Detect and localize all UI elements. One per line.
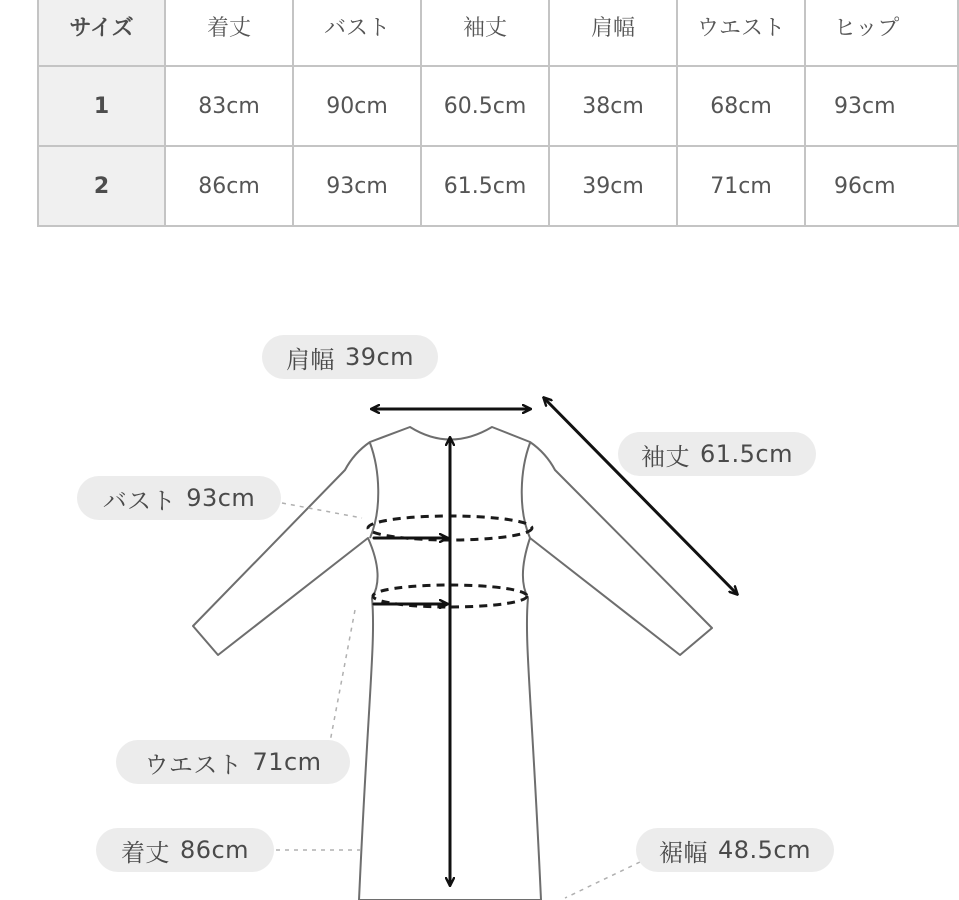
sleeve-length-label: 袖丈 61.5cm xyxy=(618,432,816,476)
table-cell: 60.5cm xyxy=(421,66,549,146)
waist-label: ウエスト 71cm xyxy=(116,740,350,784)
header-waist: ウエスト xyxy=(677,0,805,66)
table-cell: 61.5cm xyxy=(421,146,549,226)
row-size-label: 1 xyxy=(38,66,165,146)
table-cell: 83cm xyxy=(165,66,293,146)
table-row xyxy=(38,146,958,226)
header-size: サイズ xyxy=(38,0,165,66)
table-cell: 90cm xyxy=(293,66,421,146)
table-header-row xyxy=(38,0,958,66)
table-cell: 93cm xyxy=(293,146,421,226)
hem-width-label: 裾幅 48.5cm xyxy=(636,828,834,872)
sleeve-arrow xyxy=(544,398,737,594)
header-bust: バスト xyxy=(293,0,421,66)
table-cell: 71cm xyxy=(677,146,805,226)
header-length: 着丈 xyxy=(165,0,293,66)
size-table-viewport xyxy=(37,0,900,230)
table-row xyxy=(38,66,958,146)
table-cell: 86cm xyxy=(165,146,293,226)
bust-label: バスト 93cm xyxy=(77,476,281,520)
waist-measure-line xyxy=(373,585,527,607)
leader-lines xyxy=(276,503,640,898)
size-table xyxy=(37,0,959,227)
row-size-label: 2 xyxy=(38,146,165,226)
table-cell: 38cm xyxy=(549,66,677,146)
total-length-label: 着丈 86cm xyxy=(96,828,274,872)
shoulder-width-label: 肩幅 39cm xyxy=(262,335,438,379)
header-shoulder: 肩幅 xyxy=(549,0,677,66)
header-sleeve: 袖丈 xyxy=(421,0,549,66)
table-cell: 68cm xyxy=(677,66,805,146)
table-cell: 96cm xyxy=(805,146,958,226)
header-hip: ヒップ xyxy=(805,0,958,66)
table-cell: 93cm xyxy=(805,66,958,146)
bust-measure-line xyxy=(368,516,532,540)
table-cell: 39cm xyxy=(549,146,677,226)
